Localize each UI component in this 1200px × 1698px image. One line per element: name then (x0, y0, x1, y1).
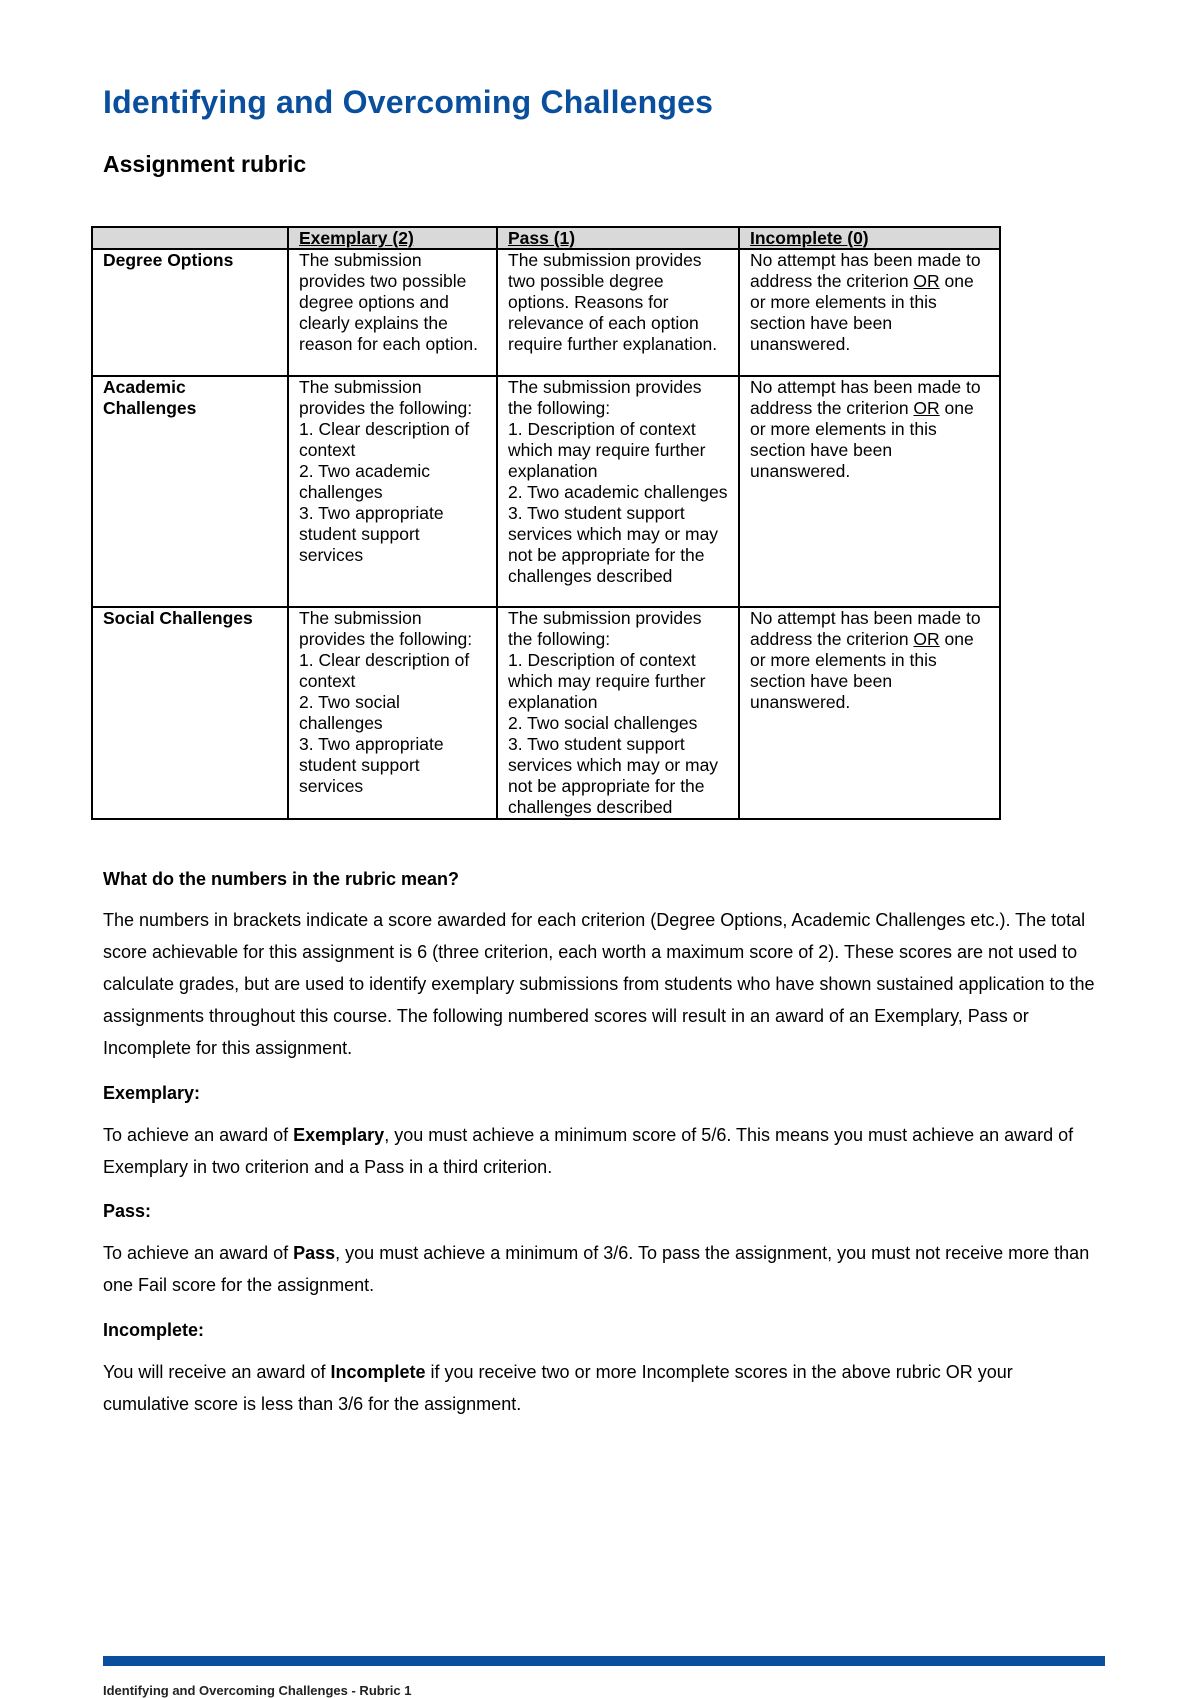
criterion-cell: Degree Options (92, 249, 288, 376)
exemplary-line: 3. Two appropriate student support services (299, 734, 444, 796)
incomplete-text-bold: Incomplete (330, 1362, 426, 1382)
pass-cell (497, 607, 739, 819)
incomplete-text-or: OR (913, 398, 940, 418)
exemplary-cell: The submission provides two possible degree options and clearly explains the reason for each option. (288, 249, 497, 376)
incomplete-heading: Incomplete: (103, 1320, 205, 1340)
criterion-cell: Academic Challenges (92, 376, 288, 607)
pass-text-pre: To achieve an award of (103, 1243, 294, 1263)
exemplary-line: The submission provides the following: (299, 608, 473, 649)
table-header-row (92, 227, 1000, 249)
pass-cell: The submission provides two possible degree options. Reasons for relevance of each option require further explanation. (497, 249, 739, 376)
exemplary-line: 1. Clear description of context (299, 419, 470, 460)
exemplary-text-post: , you must achieve a minimum score of 5/6. This means you must achieve an award of Exemplary in two criterion and a Pass in a third criterion. (103, 1125, 1074, 1177)
incomplete-text-post: one or more elements in this section have been unanswered. (750, 271, 974, 354)
document-title: Identifying and Overcoming Challenges (103, 84, 714, 120)
table-header-blank (92, 227, 288, 249)
exemplary-heading: Exemplary: (103, 1083, 201, 1103)
incomplete-text-post: if you receive two or more Incomplete scores in the above rubric OR your cumulative score is less than 3/6 for the assignment. (103, 1362, 1013, 1414)
criterion-cell: Social Challenges (92, 607, 288, 819)
pass-line: 3. Two student support services which may or may not be appropriate for the challenges described (508, 503, 719, 586)
pass-text-post: , you must achieve a minimum of 3/6. To pass the assignment, you must not receive more than one Fail score for the assignment. (103, 1243, 1090, 1295)
incomplete-text-post: one or more elements in this section have been unanswered. (750, 398, 974, 481)
incomplete-text-pre: No attempt has been made to address the criterion (750, 608, 981, 649)
rubric-table (91, 226, 1001, 820)
incomplete-text-or: OR (913, 271, 940, 291)
pass-line: 2. Two social challenges (508, 713, 698, 733)
incomplete-text-pre: No attempt has been made to address the criterion (750, 377, 981, 418)
exemplary-line: 2. Two social challenges (299, 692, 400, 733)
exemplary-cell (288, 376, 497, 607)
pass-line: 1. Description of context which may require further explanation (508, 419, 706, 481)
exemplary-line: 3. Two appropriate student support services (299, 503, 444, 565)
table-header-incomplete: Incomplete (0) (739, 227, 1000, 249)
table-row (92, 607, 1000, 819)
table-row (92, 376, 1000, 607)
incomplete-cell (739, 376, 1000, 607)
incomplete-text-pre: You will receive an award of (103, 1362, 331, 1382)
pass-paragraph (103, 1237, 1103, 1301)
pass-heading: Pass: (103, 1201, 152, 1221)
table-header-exemplary: Exemplary (2) (288, 227, 497, 249)
pass-line: The submission provides the following: (508, 377, 702, 418)
table-header-pass: Pass (1) (497, 227, 739, 249)
incomplete-paragraph (103, 1356, 1103, 1420)
incomplete-cell (739, 249, 1000, 376)
exemplary-line: The submission provides the following: (299, 377, 473, 418)
incomplete-cell (739, 607, 1000, 819)
document-subtitle: Assignment rubric (103, 151, 307, 177)
pass-line: 3. Two student support services which may or may not be appropriate for the challenges described (508, 734, 719, 817)
incomplete-text-or: OR (913, 629, 940, 649)
footer-text: Identifying and Overcoming Challenges - Rubric 1 (103, 1683, 412, 1698)
pass-text-bold: Pass (293, 1243, 336, 1263)
exemplary-text-pre: To achieve an award of (103, 1125, 294, 1145)
pass-line: The submission provides the following: (508, 608, 702, 649)
exemplary-text-bold: Exemplary (293, 1125, 385, 1145)
exemplary-cell (288, 607, 497, 819)
rubric-explanation-paragraph: The numbers in brackets indicate a score awarded for each criterion (Degree Options, Academic Challenges etc.). The total score achievable for this assignment is 6 (three criterion, each worth a maximum score of 2). These scores are not used to calculate grades, but are used to identify exemplary submissions from students who have shown sustained application to the assignments throughout this course. The following numbered scores will result in an award of an Exemplary, Pass or Incomplete for this assignment. (103, 910, 1095, 1058)
exemplary-paragraph (103, 1119, 1103, 1183)
pass-line: 1. Description of context which may require further explanation (508, 650, 706, 712)
footer-bar (103, 1656, 1105, 1666)
pass-line: 2. Two academic challenges (508, 482, 728, 502)
incomplete-text-post: one or more elements in this section have been unanswered. (750, 629, 974, 712)
table-row (92, 249, 1000, 376)
incomplete-text-pre: No attempt has been made to address the criterion (750, 250, 981, 291)
pass-cell (497, 376, 739, 607)
rubric-question-heading: What do the numbers in the rubric mean? (103, 869, 460, 889)
exemplary-line: 2. Two academic challenges (299, 461, 430, 502)
exemplary-line: 1. Clear description of context (299, 650, 470, 691)
